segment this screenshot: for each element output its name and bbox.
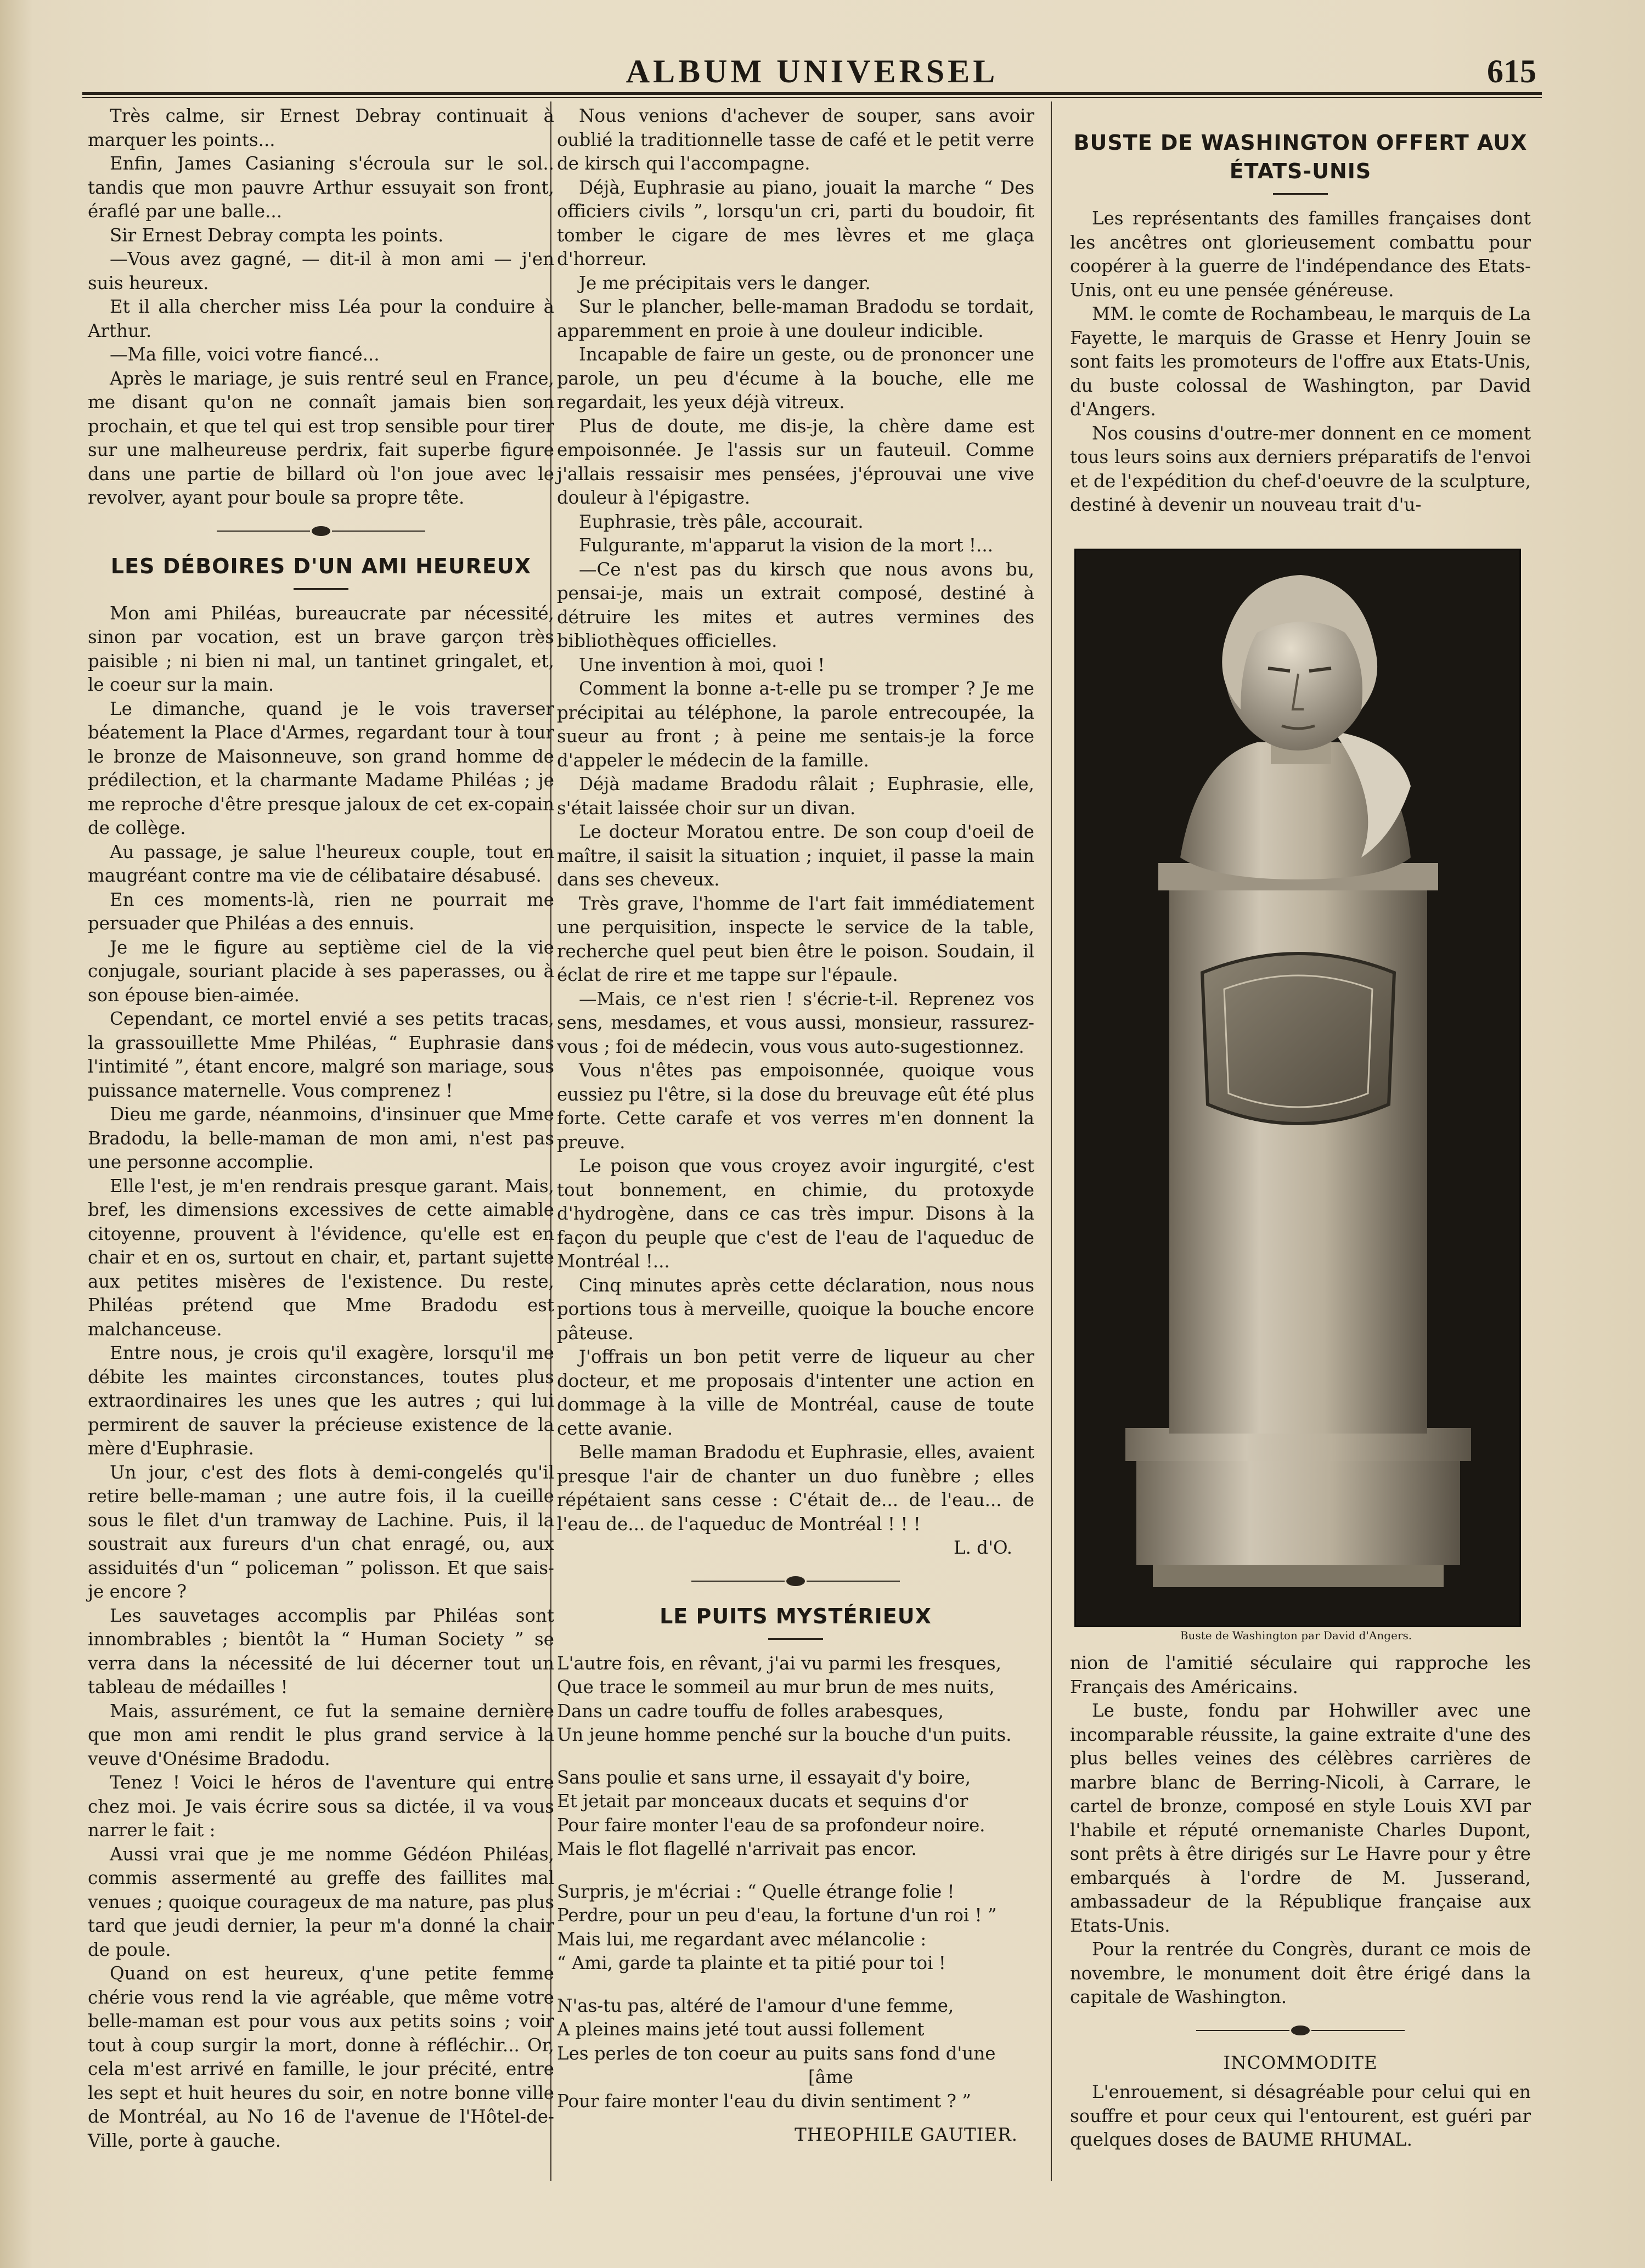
paragraph: Sir Ernest Debray compta les points. [110, 224, 444, 246]
poem-line: Pour faire monter l'eau de sa profondeur noire. [557, 1814, 985, 1836]
paragraph: Nos cousins d'outre-mer donnent en ce moment tous leurs soins aux derniers préparatifs de l'envoi et de l'expédition du chef-d'oeuvre de la sculpture, destiné à devenir un nouveau trait d'u- [1070, 422, 1531, 515]
paragraph: Les sauvetages accomplis par Philéas sont innombrables ; bientôt la “ Human Society ” se verra dans la nécessité de lui décerner tout un tableau de médailles ! [88, 1605, 554, 1697]
paragraph: Très calme, sir Ernest Debray continuait à marquer les points... [88, 105, 554, 150]
poem-line: L'autre fois, en rêvant, j'ai vu parmi les fresques, [557, 1652, 1002, 1674]
paragraph: Cinq minutes après cette déclaration, nous nous portions tous à merveille, quoique la bouche encore pâteuse. [557, 1274, 1034, 1344]
paragraph: Fulgurante, m'apparut la vision de la mort !... [579, 535, 993, 556]
poem-line: Un jeune homme penché sur la bouche d'un puits. [557, 1724, 1012, 1745]
paragraph: nion de l'amitié séculaire qui rapproche les Français des Américains. [1070, 1652, 1531, 1697]
paragraph: J'offrais un bon petit verre de liqueur au cher docteur, et me proposais d'intenter une action en dommage à la ville de Montréal, cause de toute cette avanie. [557, 1346, 1034, 1439]
poem-line: “ Ami, garde ta plainte et ta pitié pour toi ! [557, 1953, 946, 1973]
paragraph: Je me précipitais vers le danger. [579, 272, 871, 294]
paragraph: Déjà madame Bradodu râlait ; Euphrasie, elle, s'était laissée choir sur un divan. [557, 774, 1034, 819]
paragraph: Elle l'est, je m'en rendrais presque garant. Mais, bref, les dimensions excessives de cette aimable citoyenne, prouvent à l'évidence, qu'elle est en chair et en os, surtout en chair, et, partant sujette aux petites misères de l'existence. Du reste, Philéas prétend que Mme Bradodu est malchanceuse. [88, 1175, 554, 1340]
column-1 [88, 104, 554, 2153]
poem-line: N'as-tu pas, altéré de l'amour d'une femme, [557, 1995, 954, 2016]
poem-line: Perdre, pour un peu d'eau, la fortune d'un roi ! ” [557, 1905, 997, 1926]
article-title: LES DÉBOIRES D'UN AMI HEUREUX [110, 554, 532, 578]
poem-stanza [557, 1652, 1034, 1747]
paragraph: Belle maman Bradodu et Euphrasie, elles, avaient presque l'air de chanter un duo funèbre ; elles répétaient sans cesse : C'était de... de l'eau... de l'eau de... de l'aqueduc de Montréal ! ! ! [557, 1442, 1034, 1534]
article-title: BUSTE DE WASHINGTON OFFERT AUX ÉTATS-UNIS [1073, 131, 1528, 183]
paragraph: Le poison que vous croyez avoir ingurgité, c'est tout bonnement, en chimie, du protoxyde d'hydrogène, dans ce cas très impur. Disons à la façon du peuple que c'est de l'eau de l'aqueduc de Montréal !... [557, 1155, 1034, 1272]
paragraph: Dieu me garde, néanmoins, d'insinuer que Mme Bradodu, la belle-maman de mon ami, n'est pas une personne accomplie. [88, 1104, 554, 1172]
poem-stanza [557, 1994, 1034, 2114]
paragraph: —Ce n'est pas du kirsch que nous avons bu, pensai-je, mais un extrait composé, destiné à détruire les mites et autres vermines des bibliothèques officielles. [557, 558, 1034, 651]
paragraph: Sur le plancher, belle-maman Bradodu se tordait, apparemment en proie à une douleur indicible. [557, 296, 1034, 341]
paragraph: Mon ami Philéas, bureaucrate par nécessité, sinon par vocation, est un brave garçon très paisible ; ni bien ni mal, un tantinet gringalet, et, le coeur sur la main. [88, 602, 554, 695]
poem-line: Et jetait par monceaux ducats et sequins d'or [557, 1791, 968, 1812]
poem-line: Sans poulie et sans urne, il essayait d'y boire, [557, 1767, 971, 1788]
paragraph: Incapable de faire un geste, ou de prononcer une parole, un peu d'écume à la bouche, elle me regardait, les yeux déjà vitreux. [557, 344, 1034, 413]
poem-line: Surpris, je m'écriai : “ Quelle étrange folie ! [557, 1881, 955, 1902]
paragraph: Pour la rentrée du Congrès, durant ce mois de novembre, le monument doit être érigé dans la capitale de Washington. [1070, 1939, 1531, 2007]
poem-stanza [557, 1766, 1034, 1861]
title-rule [1273, 193, 1328, 195]
paragraph: Comment la bonne a-t-elle pu se tromper ? Je me précipitai au téléphone, la parole entrecoupée, la sueur au front ; à peine me sentais-je la force d'appeler le médecin de la famille. [557, 678, 1034, 771]
poem [557, 1652, 1034, 2147]
ornament-divider [1196, 2024, 1405, 2037]
paragraph: Entre nous, je crois qu'il exagère, lorsqu'il me débite les maintes circonstances, toutes plus extraordinaires les unes que les autres ; qui lui permirent de sauver la précieuse existence de la mère d'Euphrasie. [88, 1342, 554, 1459]
header-rule-thin [82, 97, 1542, 98]
photo-caption: Buste de Washington par David d'Angers. [1180, 1629, 1412, 1642]
paragraph: Un jour, c'est des flots à demi-congelés qu'il retire belle-maman ; une autre fois, il la cueille sous le filet d'un tramway de Lachine. Puis, il la soustrait aux fureurs d'un chat enragé, ou, aux assiduités d'un “ policeman ” polisson. Et que sais-je encore ? [88, 1462, 554, 1602]
paragraph: Euphrasie, très pâle, accourait. [579, 511, 864, 532]
paragraph: Vous n'êtes pas empoisonnée, quoique vous eussiez pu l'être, si la dose du breuvage eût été plus forte. Cette carafe et vos verres m'en donnent la preuve. [557, 1060, 1034, 1153]
poem-line: Que trace le sommeil au mur brun de mes nuits, [557, 1677, 995, 1697]
column-rule-2 [1051, 101, 1052, 2181]
paragraph: Et il alla chercher miss Léa pour la conduire à Arthur. [88, 296, 554, 341]
paragraph: —Ma fille, voici votre fiancé... [110, 344, 380, 365]
header-rule [82, 92, 1542, 95]
poem-stanza [557, 1880, 1034, 1976]
poem-title: LE PUITS MYSTÉRIEUX [660, 1604, 932, 1628]
poem-line: Mais le flot flagellé n'arrivait pas encor. [557, 1838, 917, 1859]
paragraph: Tenez ! Voici le héros de l'aventure qui entre chez moi. Je vais écrire sous sa dictée, il va vous narrer le fait : [88, 1772, 554, 1841]
paragraph: Le buste, fondu par Hohwiller avec une incomparable réussite, la gaine extraite d'une des plus belles veines des célèbres carrières de marbre blanc de Berring-Nicoli, à Carrare, le cartel de bronze, composé en style Louis XVI par l'habile et réputé ornemaniste Charles Dupont, sont prêts à être dirigés sur Le Havre pour y être embarqués à l'ordre de M. Jusserand, ambassadeur de la République française aux Etats-Unis. [1070, 1700, 1531, 1936]
poem-carry-word: [âme [808, 2067, 853, 2088]
poem-line: A pleines mains jeté tout aussi follement [557, 2019, 925, 2040]
title-rule [294, 588, 348, 590]
poem-line: Mais lui, me regardant avec mélancolie : [557, 1928, 927, 1950]
washington-bust-photo [1074, 549, 1521, 1627]
column-2 [557, 104, 1034, 2147]
paragraph: —Mais, ce n'est rien ! s'écrie-t-il. Reprenez vos sens, mesdames, et vous aussi, monsieur, rassurez-vous ; foi de médecin, vous vous auto-sugestionnez. [557, 988, 1034, 1057]
poem-author: THEOPHILE GAUTIER. [795, 2124, 1018, 2145]
paragraph: Je me le figure au septième ciel de la vie conjugale, souriant placide à ses paperasses, ou à son épouse bien-aimée. [88, 936, 554, 1006]
paragraph: Les représentants des familles françaises dont les ancêtres ont glorieusement combattu pour coopérer à la guerre de l'indépendance des Etats-Unis, ont eu une pensée généreuse. [1070, 208, 1531, 301]
paragraph: Cependant, ce mortel envié a ses petits tracas, la grassouillette Mme Philéas, “ Euphrasie dans l'intimité ”, étant encore, malgré son mariage, sous puissance maternelle. Vous comprenez ! [88, 1008, 554, 1101]
advert-title: INCOMMODITE [1223, 2052, 1378, 2073]
poem-line: Dans un cadre touffu de folles arabesques, [557, 1700, 944, 1722]
intro-text [88, 104, 554, 510]
author-initials: L. d'O. [953, 1537, 1012, 1558]
paragraph: En ces moments-là, rien ne pourrait me persuader que Philéas a des ennuis. [88, 889, 554, 934]
title-rule [768, 1638, 823, 1640]
paragraph: Plus de doute, me dis-je, la chère dame est empoisonnée. Je l'assis sur un fauteuil. Comme j'allais ressaisir mes pensées, j'éprouvai une vive douleur à l'épigastre. [557, 415, 1034, 508]
bust-illustration [1076, 550, 1519, 1626]
paragraph: Au passage, je salue l'heureux couple, tout en maugréant contre ma vie de célibataire désabusé. [88, 841, 554, 886]
paragraph: Mais, assurément, ce fut la semaine dernière que mon ami rendit le plus grand service à la veuve d'Onésime Bradodu. [88, 1700, 554, 1769]
paragraph: Après le mariage, je suis rentré seul en France, me disant qu'on ne connaît jamais bien son prochain, et que tel qui est trop sensible pour tirer sur une malheureuse perdrix, fait superbe figure dans une partie de billard où l'on joue avec le revolver, ayant pour boule sa propre tête. [88, 368, 554, 508]
paragraph: Le docteur Moratou entre. De son coup d'oeil de maître, il saisit la situation ; inquiet, il passe la main dans ses cheveux. [557, 821, 1034, 890]
column-3 [1070, 104, 1531, 517]
page-number: 615 [1487, 53, 1536, 89]
paragraph: Une invention à moi, quoi ! [579, 654, 825, 675]
paragraph: Enfin, James Casianing s'écroula sur le sol.. tandis que mon pauvre Arthur essuyait son front, éraflé par une balle... [88, 153, 554, 222]
paragraph: Déjà, Euphrasie au piano, jouait la marche “ Des officiers civils ”, lorsqu'un cri, parti du boudoir, fit tomber le cigare de mes lèvres et me glaça d'horreur. [557, 177, 1034, 269]
masthead: ALBUM UNIVERSEL [626, 53, 999, 89]
poem-line: Pour faire monter l'eau du divin sentiment ? ” [557, 2090, 971, 2112]
poem-line: Les perles de ton coeur au puits sans fond d'une [557, 2043, 996, 2064]
paragraph: —Vous avez gagné, — dit-il à mon ami — j'en suis heureux. [88, 249, 554, 294]
paragraph: Aussi vrai que je me nomme Gédéon Philéas, commis assermenté au greffe des faillites mal venues ; quoique courageux de ma nature, pas plus tard que jeudi dernier, la peur m'a donné la chair de poule. [88, 1843, 554, 1960]
ornament-divider [691, 1575, 900, 1588]
advert-text: L'enrouement, si désagréable pour celui qui en souffre et pour ceux qui l'entourent, est guéri par quelques doses de BAUME RHUMAL. [1070, 2081, 1531, 2150]
paragraph: Quand on est heureux, q'une petite femme chérie vous rend la vie agréable, que même votre belle-maman est pour vous aux petits soins ; voir tout à coup surgir la mort, donne à réfléchir... Or, cela m'est arrivé en famille, le jour précité, entre les sept et huit heures du soir, en notre bonne ville de Montréal, au No 16 de l'avenue de l'Hôtel-de-Ville, porte à gauche. [88, 1963, 554, 2151]
ornament-divider [217, 524, 425, 538]
column-3-continued [1070, 1651, 1531, 2152]
paragraph: Le dimanche, quand je le vois traverser béatement la Place d'Armes, regardant tour à tour le bronze de Maisonneuve, son grand homme de prédilection, et la charmante Madame Philéas ; je me reproche d'être presque jaloux de cet ex-copain de collège. [88, 698, 554, 838]
paragraph: Nous venions d'achever de souper, sans avoir oublié la traditionnelle tasse de café et le petit verre de kirsch qui l'accompagne. [557, 105, 1034, 174]
paragraph: Très grave, l'homme de l'art fait immédiatement une perquisition, inspecte le service de la table, recherche quel peut bien être le poison. Soudain, il éclat de rire et me tappe sur l'épaule. [557, 893, 1034, 985]
paragraph: MM. le comte de Rochambeau, le marquis de La Fayette, le marquis de Grasse et Henry Jouin se sont faits les promoteurs de l'offre aux Etats-Unis, du buste colossal de Washington, par David d'Angers. [1070, 303, 1531, 420]
